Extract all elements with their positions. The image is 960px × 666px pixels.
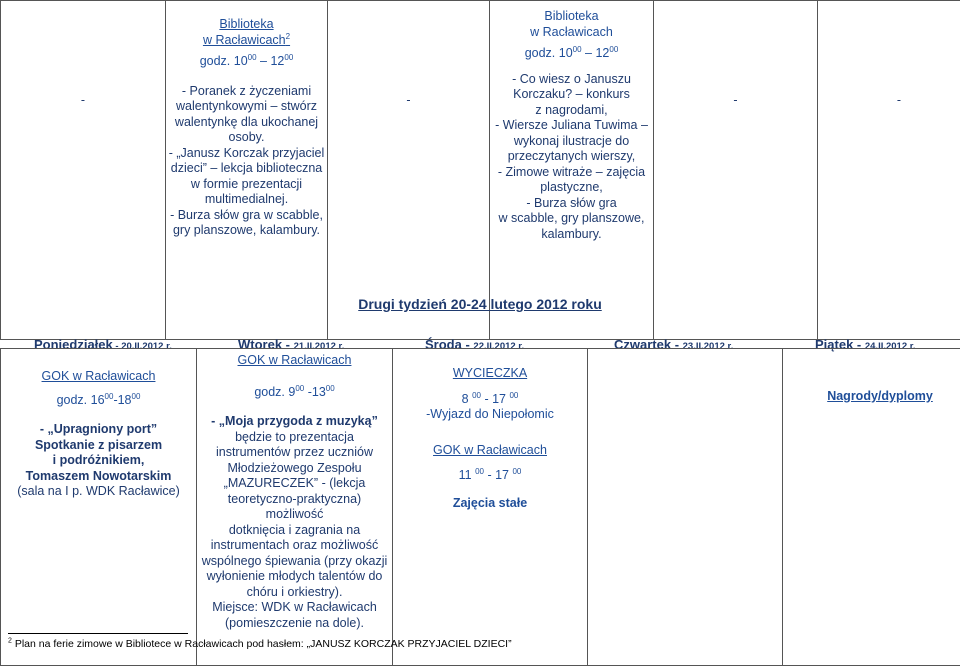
cell-friday: Nagrody/dyplomy [783,349,960,666]
cell-wednesday: WYCIECZKA 8 $^{00}$ - 17 $^{00}$ -Wyjazd do Niepołomic GOK w Racławicach 11 $^{00}$ - 17 $^{00}$ Zajęcia stałe [393,349,588,666]
schedule-week2-table [0,348,960,666]
header-thursday: Czwartek - 23.II.2012 r. [614,337,733,351]
header-wednesday: Środa - 22.II.2012 r. [425,337,524,351]
library-name: Biblioteka [168,17,325,33]
cell-empty-2: - [328,1,490,340]
footnote-divider [8,633,188,634]
cell-thursday [588,349,783,666]
week-title: Drugi tydzień 20-24 lutego 2012 roku [0,296,960,312]
header-friday: Piątek - 24.II.2012 r. [815,337,916,351]
cell-empty-4: - [818,1,960,340]
cell-tuesday: GOK w Racławicach godz. $9^{00}$ $-13^{00}$ - „Moja przygoda z muzyką” będzie to prezentacja instrumentów przez uczniów Młodzieżowego Zespołu „MAZURECZEK” - (lekcja teoretyczno-praktyczna) możliwość dotknięcia i zagrania na instrumentach oraz możliwość wspólnego śpiewania (przy okazji wyłonienie młodych talentów do chóru i orkiestry). Miejsce: WDK w Racławicach (pomieszczenie na dole). [197,349,393,666]
cell-library-day-1: Biblioteka w Racławicach$^2$ godz. $10^{00} - 12^{00}$ - Poranek z życzeniami walentynkowymi – stwórz walentynkę dla ukochanej osoby. - „Janusz Korczak przyjaciel dzieci” – lekcja biblioteczna w formie prezentacji multimedialnej. - Burza słów gra w scabble, gry planszowe, kalambury. [166,1,328,340]
cell-empty-3: - [654,1,818,340]
cell-empty-1: - [1,1,166,340]
cell-monday: GOK w Racławicach godz. $16^{00}-18^{00}$ - „Upragniony port” Spotkanie z pisarzem i podróżnikiem, Tomaszem Nowotarskim (sala na I p. WDK Racławice) [1,349,197,666]
footnote: $^2$ Plan na ferie zimowe w Bibliotece w Racławicach pod hasłem: „JANUSZ KORCZAK PRZYJACIEL DZIECI” [8,638,512,650]
header-tuesday: Wtorek - 21.II.2012 r. [238,337,344,351]
cell-library-day-2: Biblioteka w Racławicach godz. $10^{00} - 12^{00}$ - Co wiesz o Januszu Korczaku? – konkurs z nagrodami, - Wiersze Juliana Tuwima – wykonaj ilustracje do przeczytanych wierszy, - Zimowe witraże – zajęcia plastyczne, - Burza słów gra w scabble, gry planszowe, kalambury. [490,1,654,340]
header-monday: Poniedziałek - 20.II.2012 r. [34,337,172,351]
library-hours: godz. $10^{00} - 12^{00}$ [168,54,325,70]
